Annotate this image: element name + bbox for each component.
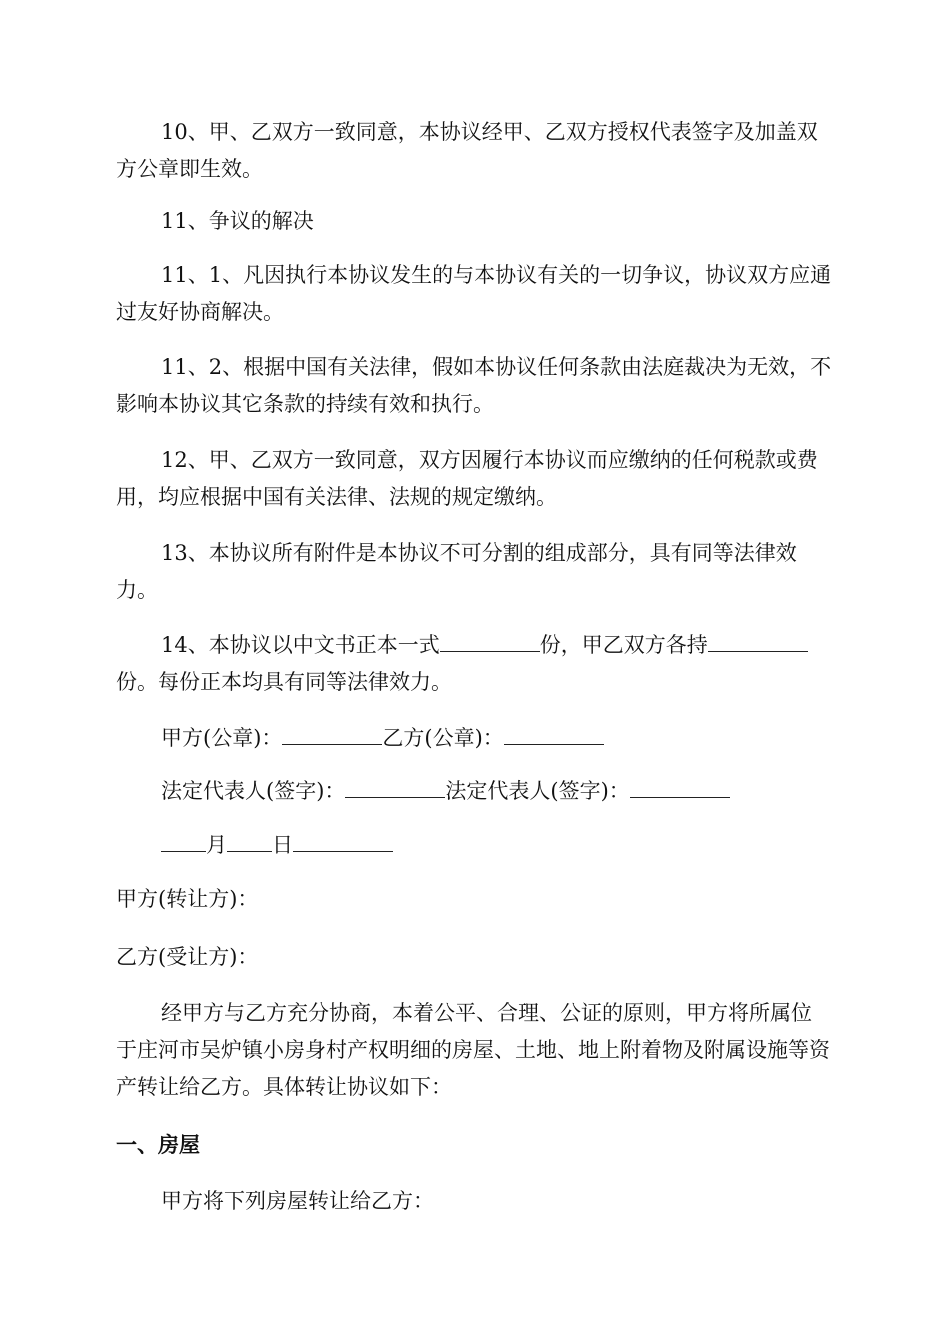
month-blank bbox=[161, 833, 206, 852]
representative-line bbox=[161, 773, 730, 810]
party-a-rep-label: 法定代表人(签字)： bbox=[161, 779, 346, 803]
party-b-line: 乙方(受让方)： bbox=[116, 945, 259, 969]
clause-14-part-b: 份，甲乙双方各持 bbox=[539, 633, 708, 657]
copies-total-blank bbox=[440, 633, 540, 652]
copies-each-blank bbox=[708, 633, 808, 652]
clause-11-title: 11、争议的解决 bbox=[161, 209, 314, 233]
party-b-seal-blank bbox=[504, 726, 604, 745]
party-b-rep-blank bbox=[630, 779, 730, 798]
day-blank bbox=[227, 833, 272, 852]
clause-11-2: 11、2、根据中国有关法律，假如本协议任何条款由法庭裁决为无效，不影响本协议其它条款的持续有效和执行。 bbox=[116, 355, 832, 416]
clause-14-part-a: 14、本协议以中文书正本一式 bbox=[161, 633, 440, 657]
party-a-rep-blank bbox=[345, 779, 445, 798]
day-label: 日 bbox=[272, 833, 293, 857]
party-a-line: 甲方(转让方)： bbox=[116, 887, 259, 911]
party-a-seal-label: 甲方(公章)： bbox=[161, 726, 283, 750]
year-blank bbox=[293, 833, 393, 852]
section-1-text: 甲方将下列房屋转让给乙方： bbox=[161, 1189, 434, 1213]
clause-10: 10、甲、乙双方一致同意，本协议经甲、乙双方授权代表签字及加盖双方公章即生效。 bbox=[116, 120, 818, 181]
date-line bbox=[161, 827, 393, 864]
section-1-heading: 一、房屋 bbox=[116, 1132, 200, 1157]
clause-11-1: 11、1、凡因执行本协议发生的与本协议有关的一切争议，协议双方应通过友好协商解决。 bbox=[116, 263, 832, 324]
party-b-rep-label: 法定代表人(签字)： bbox=[445, 779, 630, 803]
party-b-seal-label: 乙方(公章)： bbox=[382, 726, 504, 750]
month-label: 月 bbox=[206, 833, 227, 857]
clause-14-part-c: 份。每份正本均具有同等法律效力。 bbox=[116, 670, 452, 694]
clause-14 bbox=[116, 627, 832, 701]
intro-paragraph: 经甲方与乙方充分协商，本着公平、合理、公证的原则，甲方将所属位于庄河市吴炉镇小房身村产权明细的房屋、土地、地上附着物及附属设施等资产转让给乙方。具体转让协议如下： bbox=[116, 1001, 830, 1099]
clause-12: 12、甲、乙双方一致同意，双方因履行本协议而应缴纳的任何税款或费用，均应根据中国有关法律、法规的规定缴纳。 bbox=[116, 448, 818, 509]
seal-line bbox=[161, 720, 604, 757]
clause-13: 13、本协议所有附件是本协议不可分割的组成部分，具有同等法律效力。 bbox=[116, 541, 797, 602]
party-a-seal-blank bbox=[282, 726, 382, 745]
